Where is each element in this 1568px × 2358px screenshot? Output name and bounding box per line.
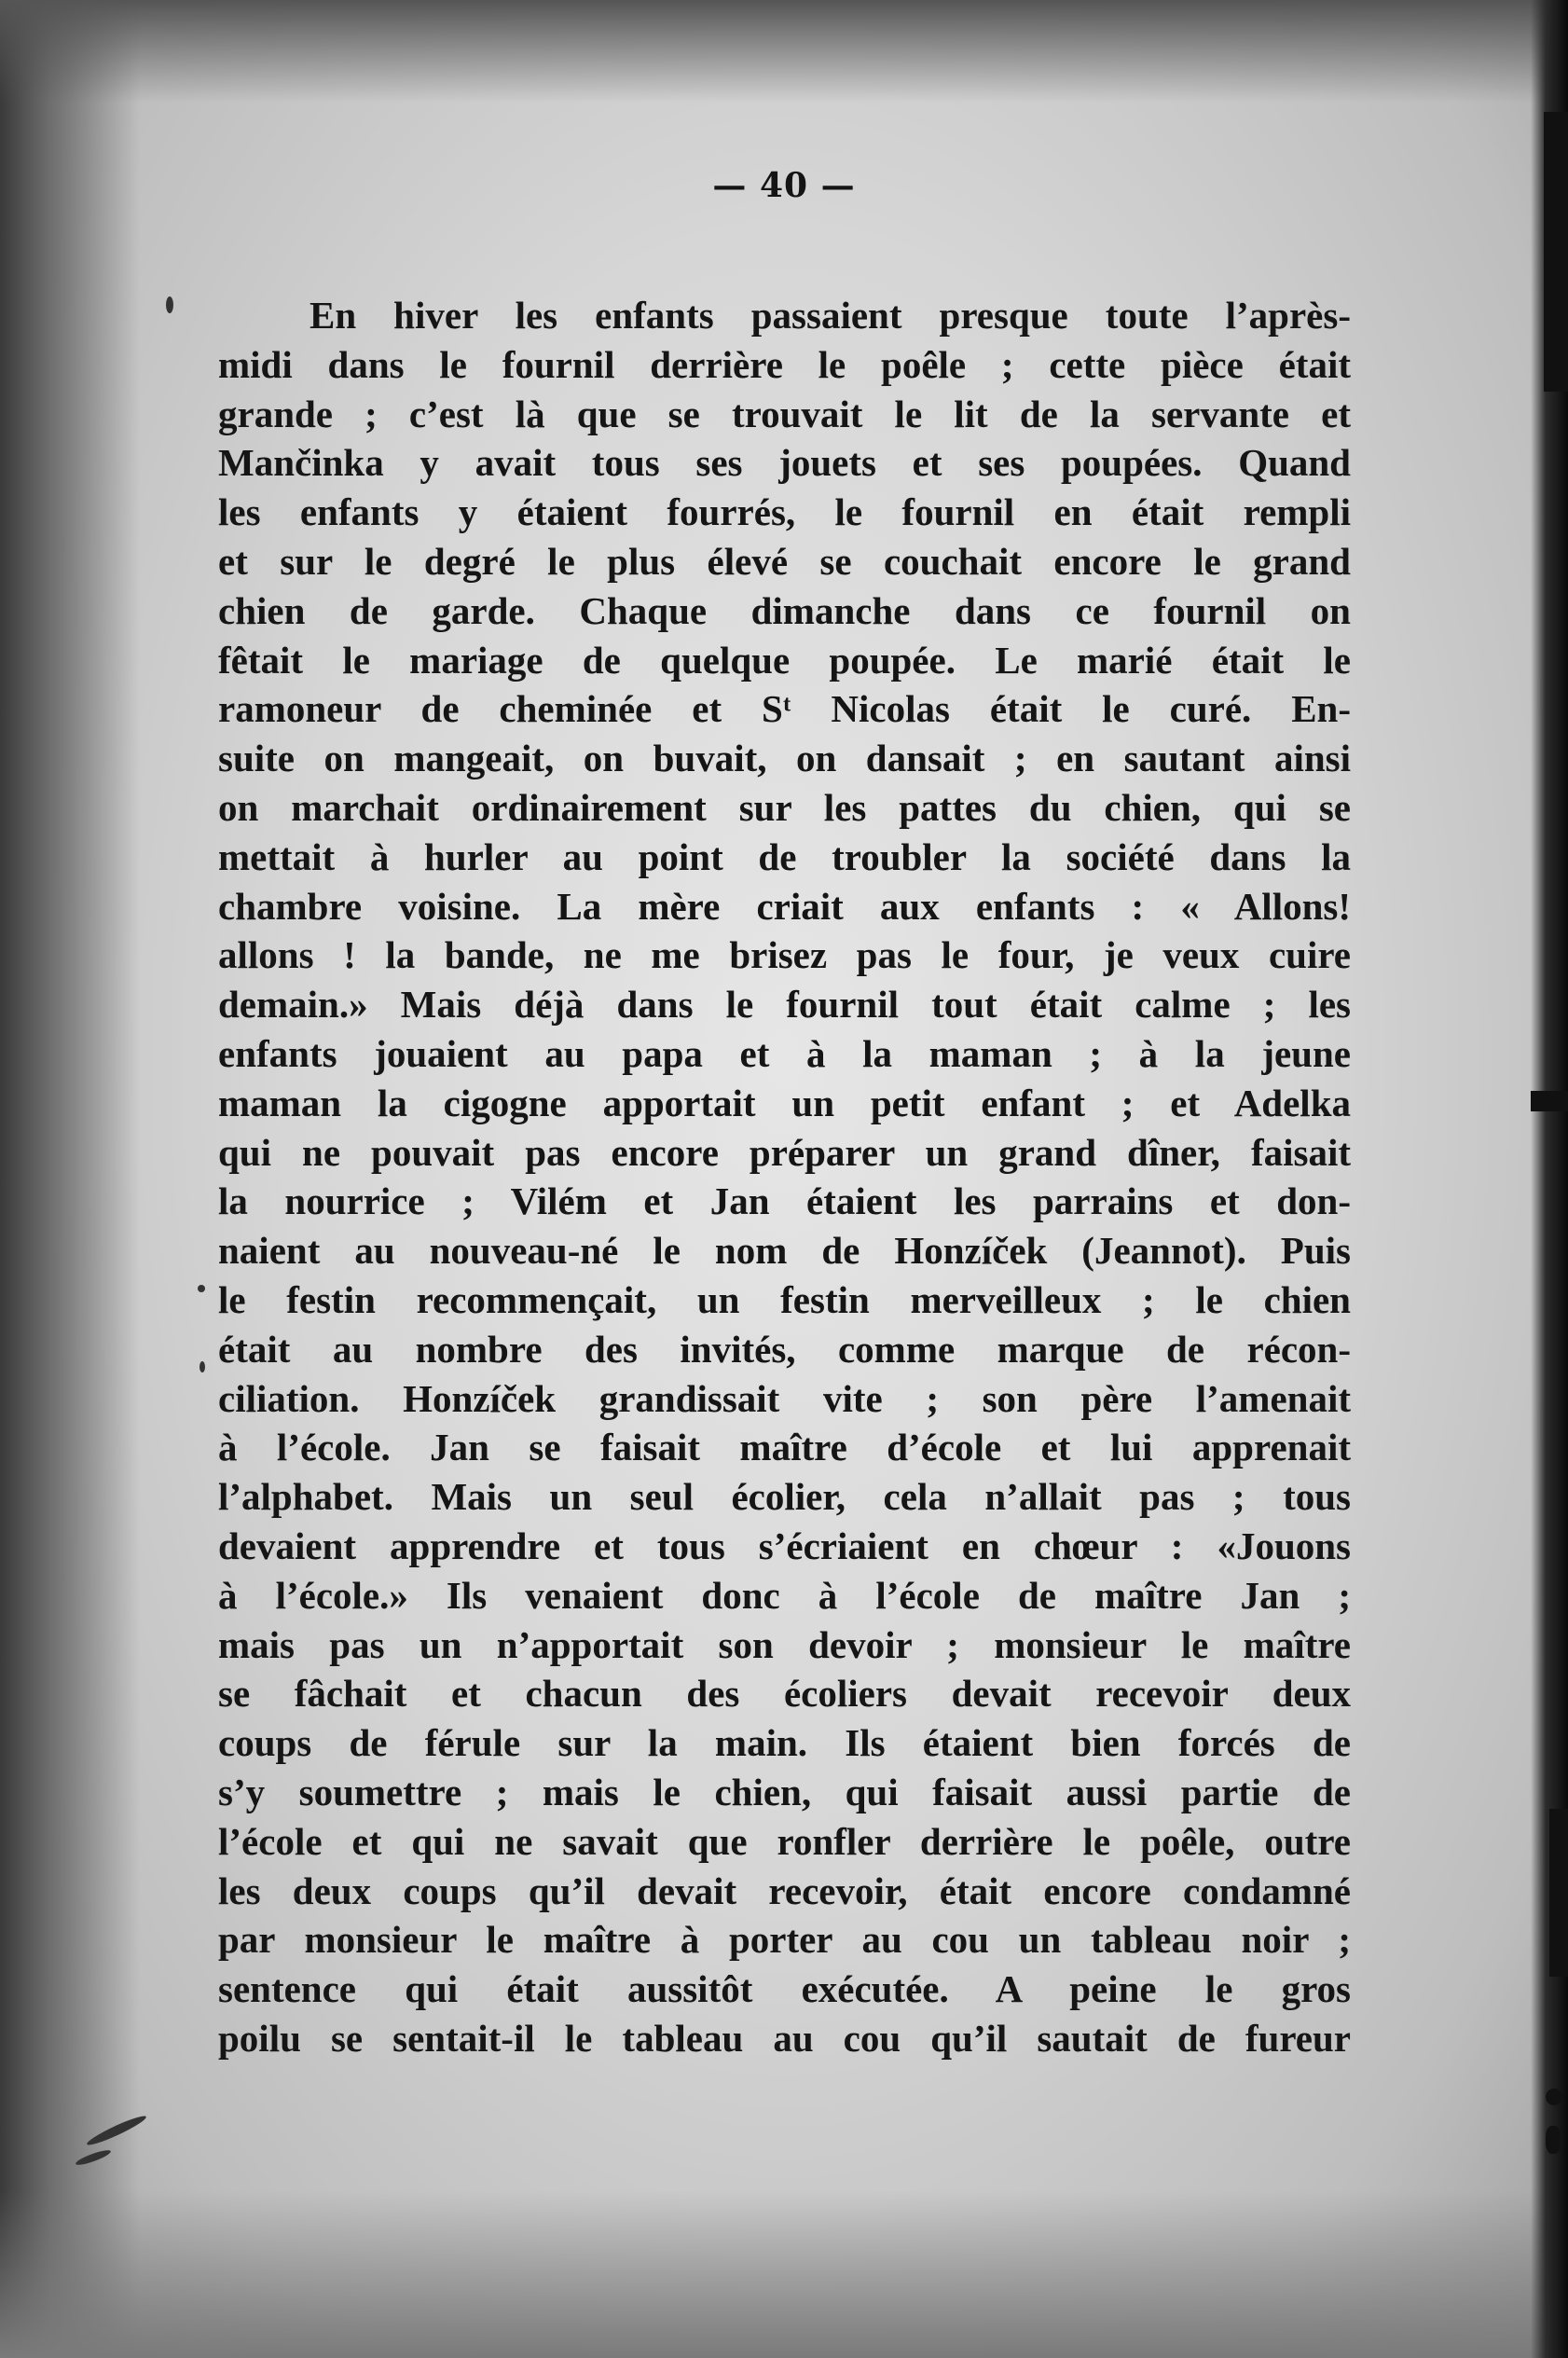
- text-line: sentence qui était aussitôt exécutée. A peine le gros: [218, 1967, 1351, 2011]
- text-line: les enfants y étaient fourrés, le fournil en était rempli: [218, 490, 1351, 534]
- text-line: allons ! la bande, ne me brisez pas le four, je veux cuire: [218, 933, 1351, 977]
- text-line: ramoneur de cheminée et Sᵗ Nicolas était le curé. En-: [218, 687, 1351, 731]
- edge-mark-top: [1544, 112, 1568, 392]
- text-line: les deux coups qu’il devait recevoir, était encore condamné: [218, 1868, 1351, 1912]
- edge-mark-bottom-2: [1546, 2126, 1561, 2154]
- edge-mark-bottom: [1546, 2089, 1562, 2105]
- text-line: la nourrice ; Vilém et Jan étaient les parrains et don-: [218, 1179, 1351, 1223]
- text-line: l’alphabet. Mais un seul écolier, cela n’allait pas ; tous: [218, 1475, 1351, 1519]
- text-line: par monsieur le maître à porter au cou un tableau noir ;: [218, 1918, 1351, 1962]
- text-line: mettait à hurler au point de troubler la société dans la: [218, 834, 1351, 878]
- scan-speck: [198, 1285, 205, 1292]
- scan-speck: [199, 1361, 205, 1372]
- text-line: était au nombre des invités, comme marque de récon-: [218, 1327, 1351, 1371]
- text-line: à l’école.» Ils venaient donc à l’école de maître Jan ;: [218, 1573, 1351, 1617]
- text-line: mais pas un n’apportait son devoir ; monsieur le maître: [218, 1622, 1351, 1666]
- text-line: chien de garde. Chaque dimanche dans ce fournil on: [218, 588, 1351, 632]
- page-number: — 40 —: [712, 166, 856, 205]
- text-line: grande ; c’est là que se trouvait le lit de la servante et: [218, 392, 1351, 435]
- text-line: on marchait ordinairement sur les pattes du chien, qui se: [218, 785, 1351, 829]
- text-line: le festin recommençait, un festin merveilleux ; le chien: [218, 1277, 1351, 1321]
- edge-mark-lower: [1549, 1809, 1568, 1977]
- text-line: coups de férule sur la main. Ils étaient bien forcés de: [218, 1721, 1351, 1765]
- text-line: à l’école. Jan se faisait maître d’école et lui apprenait: [218, 1426, 1351, 1469]
- text-line: demain.» Mais déjà dans le fournil tout était calme ; les: [218, 983, 1351, 1027]
- scan-speck: [166, 296, 173, 313]
- text-line: maman la cigogne apportait un petit enfant ; et Adelka: [218, 1081, 1351, 1124]
- text-line: Mančinka y avait tous ses jouets et ses poupées. Quand: [218, 441, 1351, 485]
- text-line: se fâchait et chacun des écoliers devait recevoir deux: [218, 1672, 1351, 1716]
- body-text: [218, 291, 1351, 2063]
- text-line: et sur le degré le plus élevé se couchait encore le grand: [218, 539, 1351, 583]
- text-line: enfants jouaient au papa et à la maman ; à la jeune: [218, 1031, 1351, 1075]
- edge-mark-middle: [1531, 1091, 1568, 1111]
- text-line: ciliation. Honzíček grandissait vite ; son père l’amenait: [218, 1376, 1351, 1420]
- text-line: midi dans le fournil derrière le poêle ; cette pièce était: [218, 342, 1351, 386]
- text-line: fêtait le mariage de quelque poupée. Le marié était le: [218, 638, 1351, 682]
- text-line: qui ne pouvait pas encore préparer un grand dîner, faisait: [218, 1130, 1351, 1174]
- binding-shadow: [0, 0, 140, 2358]
- bottom-shadow: [0, 2190, 1568, 2358]
- text-line: naient au nouveau-né le nom de Honzíček (Jeannot). Puis: [218, 1229, 1351, 1273]
- text-line: s’y soumettre ; mais le chien, qui faisait aussi partie de: [218, 1770, 1351, 1813]
- text-line: l’école et qui ne savait que ronfler derrière le poêle, outre: [218, 1819, 1351, 1863]
- text-line: En hiver les enfants passaient presque toute l’après-: [309, 294, 1351, 337]
- text-line: devaient apprendre et tous s’écriaient en chœur : «Jouons: [218, 1524, 1351, 1567]
- text-line: poilu se sentait-il le tableau au cou qu’il sautait de fureur: [218, 2016, 1351, 2060]
- text-line: suite on mangeait, on buvait, on dansait ; en sautant ainsi: [218, 737, 1351, 780]
- text-line: chambre voisine. La mère criait aux enfants : « Allons!: [218, 884, 1351, 928]
- top-shadow: [0, 0, 1568, 103]
